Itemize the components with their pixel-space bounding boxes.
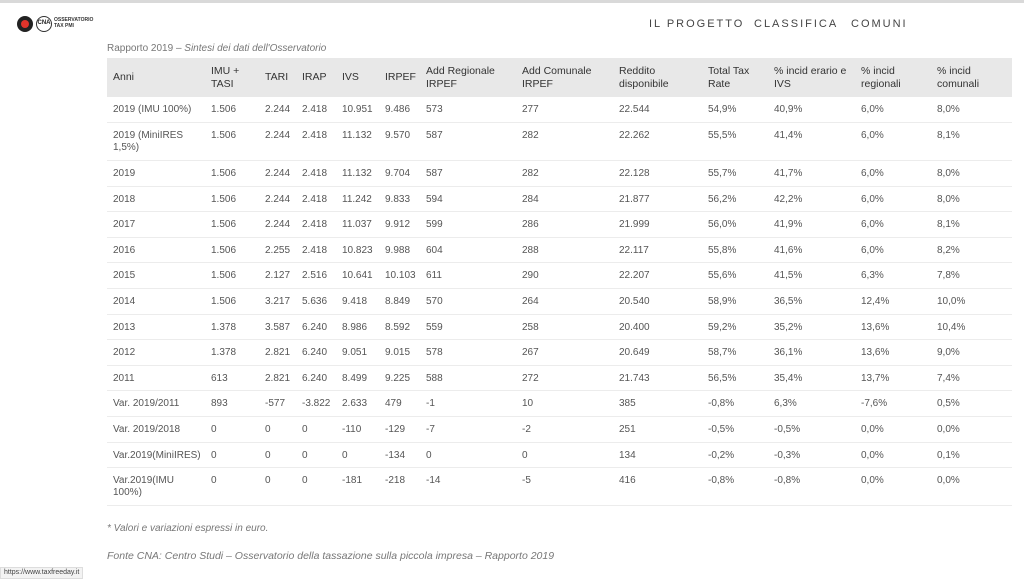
row-label: 2012 <box>107 340 205 366</box>
table-cell: 6,0% <box>855 212 931 238</box>
table-cell: 2.418 <box>296 237 336 263</box>
column-header: IRPEF <box>385 71 416 83</box>
table-row <box>107 289 1012 315</box>
table-cell: 290 <box>516 263 613 289</box>
table-cell: 2.244 <box>259 212 296 238</box>
table-cell: 479 <box>379 391 420 417</box>
table-cell: -5 <box>516 468 613 506</box>
table-row <box>107 365 1012 391</box>
table-cell: 264 <box>516 289 613 315</box>
table-cell: 604 <box>420 237 516 263</box>
table-cell: 11.132 <box>336 123 379 161</box>
table-cell: 20.649 <box>613 340 702 366</box>
nav-classifica[interactable]: CLASSIFICA <box>754 18 839 30</box>
table-row <box>107 97 1012 123</box>
table-cell: 8,1% <box>931 123 1012 161</box>
table-cell: 36,5% <box>768 289 855 315</box>
data-table <box>107 58 1012 506</box>
table-cell: 7,8% <box>931 263 1012 289</box>
table-cell: 0,1% <box>931 442 1012 468</box>
table-cell: 1.506 <box>205 237 259 263</box>
table-cell: 416 <box>613 468 702 506</box>
table-cell: 0 <box>296 442 336 468</box>
row-label: 2011 <box>107 365 205 391</box>
table-cell: 9.833 <box>379 186 420 212</box>
table-cell: 2.255 <box>259 237 296 263</box>
table-cell: -0,8% <box>702 391 768 417</box>
table-row <box>107 468 1012 506</box>
table-cell: 282 <box>516 161 613 187</box>
table-cell: -0,3% <box>768 442 855 468</box>
row-label: 2019 (IMU 100%) <box>107 97 205 123</box>
table-cell: 9.418 <box>336 289 379 315</box>
table-cell: 2.821 <box>259 365 296 391</box>
row-label: 2015 <box>107 263 205 289</box>
table-cell: 8,2% <box>931 237 1012 263</box>
table-cell: 40,9% <box>768 97 855 123</box>
row-label: Var.2019(MiniIRES) <box>107 442 205 468</box>
table-cell: 9.988 <box>379 237 420 263</box>
table-cell: 385 <box>613 391 702 417</box>
row-label: 2019 (MiniIRES 1,5%) <box>107 123 205 161</box>
table-cell: -110 <box>336 417 379 443</box>
table-cell: 2.244 <box>259 186 296 212</box>
table-cell: 22.544 <box>613 97 702 123</box>
table-cell: 6.240 <box>296 340 336 366</box>
table-cell: 55,6% <box>702 263 768 289</box>
table-cell: 22.128 <box>613 161 702 187</box>
table-cell: 2.418 <box>296 212 336 238</box>
row-label: 2013 <box>107 314 205 340</box>
table-cell: 8,0% <box>931 161 1012 187</box>
table-cell: 6.240 <box>296 365 336 391</box>
table-cell: 35,4% <box>768 365 855 391</box>
table-cell: 0 <box>259 442 296 468</box>
table-cell: 59,2% <box>702 314 768 340</box>
table-cell: 56,2% <box>702 186 768 212</box>
table-cell: 0,0% <box>855 468 931 506</box>
table-cell: 6,0% <box>855 123 931 161</box>
table-cell: 7,4% <box>931 365 1012 391</box>
table-cell: 8,0% <box>931 186 1012 212</box>
table-cell: 2.244 <box>259 123 296 161</box>
table-cell: 10 <box>516 391 613 417</box>
table-cell: 2.127 <box>259 263 296 289</box>
table-cell: 0 <box>205 417 259 443</box>
table-cell: 10.641 <box>336 263 379 289</box>
column-header: % incid regionali <box>861 64 901 90</box>
table-cell: 22.207 <box>613 263 702 289</box>
table-row <box>107 417 1012 443</box>
table-cell: 21.877 <box>613 186 702 212</box>
column-header: % incid comunali <box>937 64 980 90</box>
table-cell: 282 <box>516 123 613 161</box>
table-cell: 10.951 <box>336 97 379 123</box>
table-cell: 0,0% <box>931 417 1012 443</box>
table-cell: 41,7% <box>768 161 855 187</box>
site-header <box>0 3 1024 43</box>
table-cell: 9.015 <box>379 340 420 366</box>
table-cell: 0 <box>259 417 296 443</box>
table-cell: 9.570 <box>379 123 420 161</box>
table-cell: 1.506 <box>205 97 259 123</box>
table-cell: 36,1% <box>768 340 855 366</box>
row-label: Var. 2019/2018 <box>107 417 205 443</box>
row-label: 2017 <box>107 212 205 238</box>
table-cell: 13,6% <box>855 340 931 366</box>
table-cell: 288 <box>516 237 613 263</box>
table-cell: 570 <box>420 289 516 315</box>
row-label: 2019 <box>107 161 205 187</box>
table-cell: 12,4% <box>855 289 931 315</box>
table-cell: 0,0% <box>931 468 1012 506</box>
table-cell: -0,2% <box>702 442 768 468</box>
table-cell: 2.244 <box>259 161 296 187</box>
table-cell: 22.262 <box>613 123 702 161</box>
table-cell: 35,2% <box>768 314 855 340</box>
table-cell: 6,3% <box>855 263 931 289</box>
nav-il-progetto[interactable]: IL PROGETTO <box>649 18 745 30</box>
row-label: Var.2019(IMU 100%) <box>107 468 205 506</box>
table-cell: 6.240 <box>296 314 336 340</box>
table-cell: -577 <box>259 391 296 417</box>
table-cell: 54,9% <box>702 97 768 123</box>
table-cell: 1.506 <box>205 186 259 212</box>
table-cell: 11.242 <box>336 186 379 212</box>
table-cell: 8,0% <box>931 97 1012 123</box>
table-cell: -0,5% <box>768 417 855 443</box>
table-cell: 286 <box>516 212 613 238</box>
table-cell: 8.499 <box>336 365 379 391</box>
table-cell: 41,6% <box>768 237 855 263</box>
table-cell: 134 <box>613 442 702 468</box>
table-cell: 56,5% <box>702 365 768 391</box>
table-cell: 41,9% <box>768 212 855 238</box>
table-cell: 20.400 <box>613 314 702 340</box>
table-cell: 0,5% <box>931 391 1012 417</box>
column-header: IMU + TASI <box>211 64 240 90</box>
table-header-row <box>107 58 1012 97</box>
table-cell: 3.217 <box>259 289 296 315</box>
column-header: Total Tax Rate <box>708 64 750 90</box>
cna-logo-mark: CNA <box>36 16 52 32</box>
table-cell: 21.999 <box>613 212 702 238</box>
table-cell: 9.225 <box>379 365 420 391</box>
table-cell: 11.037 <box>336 212 379 238</box>
logo-subtext: OSSERVATORIO TAX PMI <box>54 17 94 29</box>
table-cell: -0,8% <box>768 468 855 506</box>
table-cell: 0 <box>205 468 259 506</box>
table-caption <box>107 43 326 54</box>
table-cell: 21.743 <box>613 365 702 391</box>
table-cell: 578 <box>420 340 516 366</box>
table-cell: 13,6% <box>855 314 931 340</box>
table-cell: 587 <box>420 161 516 187</box>
cna-emblem-icon <box>17 16 33 32</box>
table-cell: 1.506 <box>205 212 259 238</box>
table-cell: 8.849 <box>379 289 420 315</box>
table-cell: 8,1% <box>931 212 1012 238</box>
table-cell: 9.486 <box>379 97 420 123</box>
table-row <box>107 314 1012 340</box>
table-cell: 6,3% <box>768 391 855 417</box>
table-cell: 58,9% <box>702 289 768 315</box>
table-cell: 2.244 <box>259 97 296 123</box>
table-cell: 611 <box>420 263 516 289</box>
table-cell: -1 <box>420 391 516 417</box>
table-cell: 1.506 <box>205 263 259 289</box>
table-cell: 5.636 <box>296 289 336 315</box>
table-cell: 2.418 <box>296 97 336 123</box>
table-cell: 2.418 <box>296 161 336 187</box>
table-cell: -181 <box>336 468 379 506</box>
table-cell: 251 <box>613 417 702 443</box>
row-label: 2014 <box>107 289 205 315</box>
table-cell: 3.587 <box>259 314 296 340</box>
table-row <box>107 263 1012 289</box>
table-cell: -2 <box>516 417 613 443</box>
table-cell: 0 <box>420 442 516 468</box>
table-row <box>107 186 1012 212</box>
table-cell: 9,0% <box>931 340 1012 366</box>
table-cell: -218 <box>379 468 420 506</box>
table-cell: 6,0% <box>855 237 931 263</box>
table-cell: 258 <box>516 314 613 340</box>
table-cell: 13,7% <box>855 365 931 391</box>
table-cell: 272 <box>516 365 613 391</box>
table-cell: 22.117 <box>613 237 702 263</box>
table-cell: 559 <box>420 314 516 340</box>
table-cell: 0,0% <box>855 442 931 468</box>
table-cell: 55,5% <box>702 123 768 161</box>
table-cell: 10.103 <box>379 263 420 289</box>
table-cell: 11.132 <box>336 161 379 187</box>
table-cell: 55,7% <box>702 161 768 187</box>
table-cell: 10,0% <box>931 289 1012 315</box>
table-cell: 6,0% <box>855 161 931 187</box>
table-row <box>107 442 1012 468</box>
table-cell: -129 <box>379 417 420 443</box>
table-cell: 1.506 <box>205 289 259 315</box>
row-label: 2018 <box>107 186 205 212</box>
table-cell: 613 <box>205 365 259 391</box>
table-cell: 587 <box>420 123 516 161</box>
table-row <box>107 161 1012 187</box>
table-cell: 20.540 <box>613 289 702 315</box>
table-cell: 6,0% <box>855 97 931 123</box>
caption-title: Sintesi dei dati dell'Osservatorio <box>184 43 327 54</box>
table-cell: 2.418 <box>296 123 336 161</box>
table-cell: 9.912 <box>379 212 420 238</box>
table-row <box>107 340 1012 366</box>
logo[interactable] <box>17 16 94 34</box>
column-header: TARI <box>265 71 289 83</box>
table-cell: 41,4% <box>768 123 855 161</box>
table-cell: -0,5% <box>702 417 768 443</box>
table-cell: 1.378 <box>205 340 259 366</box>
table-cell: 8.986 <box>336 314 379 340</box>
table-cell: -7 <box>420 417 516 443</box>
table-cell: 2.633 <box>336 391 379 417</box>
table-cell: 588 <box>420 365 516 391</box>
table-cell: -14 <box>420 468 516 506</box>
table-cell: 2.418 <box>296 186 336 212</box>
column-header: % incid erario e IVS <box>774 64 847 90</box>
table-cell: 0 <box>336 442 379 468</box>
caption-prefix: Rapporto 2019 – <box>107 43 185 54</box>
status-url: https://www.taxfreeday.it <box>0 567 83 579</box>
table-cell: -0,8% <box>702 468 768 506</box>
table-cell: 8.592 <box>379 314 420 340</box>
table-row <box>107 212 1012 238</box>
table-cell: 599 <box>420 212 516 238</box>
table-cell: 0 <box>205 442 259 468</box>
table-cell: 0 <box>259 468 296 506</box>
table-cell: 2.821 <box>259 340 296 366</box>
table-cell: 0 <box>296 417 336 443</box>
table-cell: 1.506 <box>205 161 259 187</box>
table-cell: 0 <box>296 468 336 506</box>
table-cell: 573 <box>420 97 516 123</box>
nav-comuni[interactable]: COMUNI <box>851 18 908 30</box>
column-header: IRAP <box>302 71 327 83</box>
table-cell: 55,8% <box>702 237 768 263</box>
table-cell: 10,4% <box>931 314 1012 340</box>
source-note: Fonte CNA: Centro Studi – Osservatorio della tassazione sulla piccola impresa – Rapporto 2019 <box>107 550 555 562</box>
table-cell: 42,2% <box>768 186 855 212</box>
table-cell: 267 <box>516 340 613 366</box>
table-cell: 6,0% <box>855 186 931 212</box>
table-cell: -3.822 <box>296 391 336 417</box>
table-row <box>107 391 1012 417</box>
table-cell: 2.516 <box>296 263 336 289</box>
table-cell: 0 <box>516 442 613 468</box>
table-cell: 284 <box>516 186 613 212</box>
column-header: IVS <box>342 71 359 83</box>
column-header: Anni <box>113 71 135 83</box>
table-cell: 1.506 <box>205 123 259 161</box>
column-header: Add Comunale IRPEF <box>522 64 592 90</box>
table-cell: 594 <box>420 186 516 212</box>
table-row <box>107 237 1012 263</box>
table-cell: -134 <box>379 442 420 468</box>
table-cell: 1.378 <box>205 314 259 340</box>
table-cell: 0,0% <box>855 417 931 443</box>
table-row <box>107 123 1012 161</box>
table-cell: 9.704 <box>379 161 420 187</box>
row-label: Var. 2019/2011 <box>107 391 205 417</box>
table-cell: 10.823 <box>336 237 379 263</box>
table-cell: 58,7% <box>702 340 768 366</box>
table-cell: -7,6% <box>855 391 931 417</box>
table-cell: 41,5% <box>768 263 855 289</box>
footnote: * Valori e variazioni espressi in euro. <box>107 523 269 534</box>
table-cell: 9.051 <box>336 340 379 366</box>
table-cell: 893 <box>205 391 259 417</box>
row-label: 2016 <box>107 237 205 263</box>
table-cell: 56,0% <box>702 212 768 238</box>
table-cell: 277 <box>516 97 613 123</box>
column-header: Reddito disponibile <box>619 64 669 90</box>
column-header: Add Regionale IRPEF <box>426 64 495 90</box>
